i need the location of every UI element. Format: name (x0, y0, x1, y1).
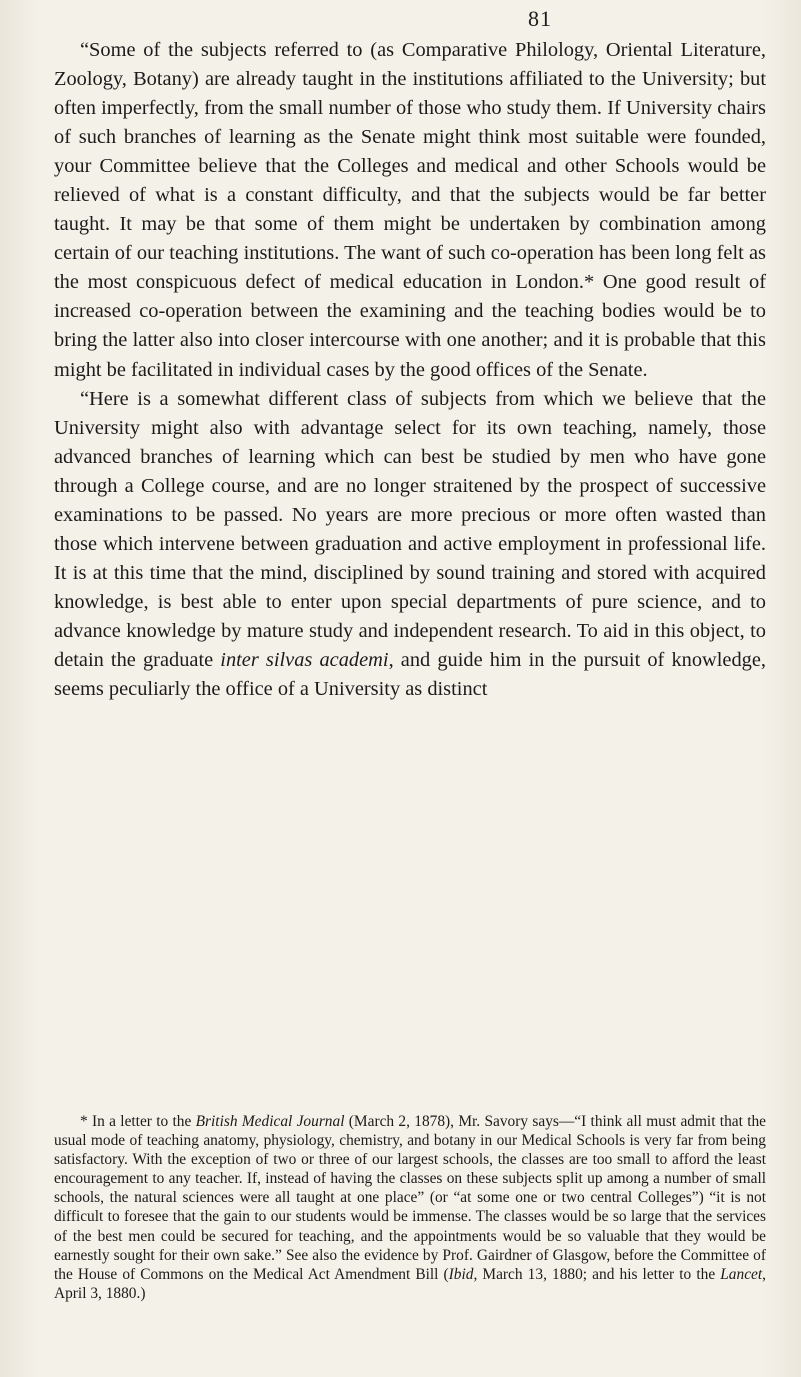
footnote-segment: , April 3, 1880.) (54, 1265, 766, 1302)
footnote-segment: (March 2, 1878), Mr. Savory says—“I think all must admit that the usual mode of teaching anatomy, physiology, chemistry, and botany in our Medical Schools is very far from being satisfactory. With the exception of two or three of our largest schools, the classes are too small to afford the least encouragement to any teacher. If, instead of having the classes on these subjects split up among a number of small schools, the natural sciences were all taught at one place” (or “at some one or two central Colleges”) “it is not difficult to foresee that the gain to our students would be immense. The classes would be so large that the services of the best men could be secured for teaching, and the appointments would be so valuable that they would be earnestly sought for their own sake.” See also the evidence by Prof. Gairdner of Glasgow, before the Committee of the House of Commons on the Medical Act Amendment Bill ( (54, 1113, 766, 1283)
page-number: 81 (528, 6, 552, 31)
paragraph (54, 36, 766, 385)
footnote-segment: , March 13, 1880; and his letter to the (473, 1265, 721, 1283)
ibid-reference: Ibid (448, 1265, 474, 1283)
paragraph-text: , and guide him in the pursuit of knowledge, seems peculiarly the office of a University as distinct (54, 648, 767, 701)
paragraph-text: “Here is a somewhat different class of subjects from which we believe that the University might also with advantage select for its own teaching, namely, those advanced branches of learning which can best be studied by men who have gone through a College course, and are no longer straitened by the prospect of successive examinations to be passed. No years are more precious or more often wasted than those which intervene between graduation and active employment in professional life. It is at this time that the mind, disciplined by sound training and stored with acquired knowledge, is best able to enter upon special departments of pure science, and to advance knowledge by mature study and independent research. To aid in this object, to detain the graduate (54, 387, 766, 671)
paragraph (54, 385, 766, 705)
paragraph-text: “Some of the subjects referred to (as Comparative Philology, Oriental Literature, Zoology, Botany) are already taught in the institutions affiliated to the University; but often imperfectly, from the small number of those who study them. If University chairs of such branches of learning as the Senate might think most suitable were founded, your Committee believe that the Colleges and medical and other Schools would be relieved of what is a constant difficulty, and that the subjects would be far better taught. It may be that some of them might be undertaken by combination among certain of our teaching institutions. The want of such co-operation has been long felt as the most conspicuous defect of medical education in London.* One good result of increased co-operation between the examining and the teaching bodies would be to bring the latter also into closer intercourse with one another; and it is probable that this might be facilitated in individual cases by the good offices of the Senate. (54, 39, 766, 381)
footnote-segment: * In a letter to the (80, 1113, 196, 1130)
journal-title: Lancet (720, 1265, 763, 1283)
journal-title: British Medical Journal (195, 1113, 345, 1130)
footnote (54, 1112, 766, 1303)
latin-phrase: inter silvas academi (220, 648, 389, 671)
body-text (54, 36, 766, 704)
footnote-text (54, 1112, 766, 1303)
